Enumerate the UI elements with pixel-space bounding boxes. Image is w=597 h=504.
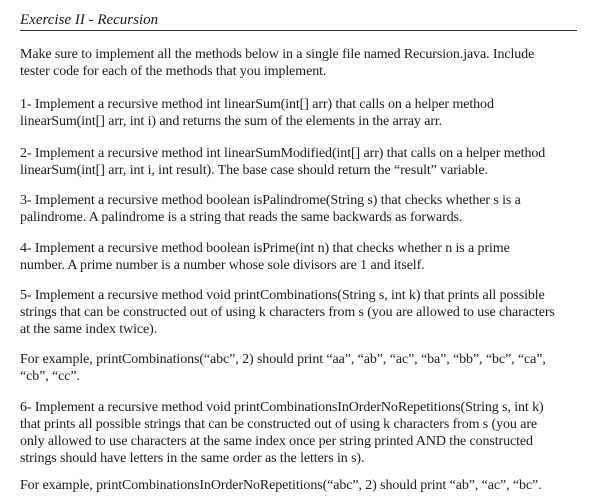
task-3-paragraph — [20, 192, 576, 226]
paragraph-line: that prints all possible strings that can be constructed out of using k characters from s (you are — [20, 417, 538, 432]
task-5-example-paragraph — [20, 351, 576, 385]
paragraph-line: 1- Implement a recursive method int linearSum(int[] arr) that calls on a helper method — [20, 97, 494, 112]
task-1-paragraph — [20, 96, 576, 130]
paragraph-line: For example, printCombinations(“abc”, 2) should print “aa”, “ab”, “ac”, “ba”, “bb”, “bc”, “ca”, — [20, 352, 546, 367]
paragraph-line: 2- Implement a recursive method int linearSumModified(int[] arr) that calls on a helper method — [20, 146, 546, 161]
task-6-example-paragraph — [20, 477, 576, 494]
title-underline — [20, 30, 577, 31]
paragraph-line: 5- Implement a recursive method void printCombinations(String s, int k) that prints all possible — [20, 288, 545, 303]
paragraph-line: only allowed to use characters at the same index once per string printed AND the constructed — [20, 434, 533, 449]
task-4-paragraph — [20, 240, 576, 274]
paragraph-line: tester code for each of the methods that you implement. — [20, 64, 327, 79]
task-6-paragraph — [20, 399, 576, 467]
paragraph-line: strings should have letters in the same order as the letters in s). — [20, 451, 365, 466]
paragraph-line: linearSum(int[] arr, int i) and returns the sum of the elements in the array arr. — [20, 114, 443, 129]
intro-paragraph — [20, 46, 576, 80]
paragraph-line: strings that can be constructed out of using k characters from s (you are allowed to use characters — [20, 305, 555, 320]
paragraph-line: Make sure to implement all the methods below in a single file named Recursion.java. Include — [20, 47, 535, 62]
paragraph-line: “cb”, “cc”. — [20, 369, 80, 384]
paragraph-line: palindrome. A palindrome is a string that reads the same backwards as forwards. — [20, 210, 463, 225]
paragraph-line: at the same index twice). — [20, 322, 158, 337]
task-2-paragraph — [20, 145, 576, 179]
paragraph-line: linearSum(int[] arr, int i, int result). The base case should return the “result” variable. — [20, 163, 488, 178]
paragraph-line: 6- Implement a recursive method void printCombinationsInOrderNoRepetitions(String s, int k) — [20, 400, 544, 415]
paragraph-line: For example, printCombinationsInOrderNoRepetitions(“abc”, 2) should print “ab”, “ac”, “bc”. — [20, 478, 542, 493]
paragraph-line: number. A prime number is a number whose sole divisors are 1 and itself. — [20, 258, 425, 273]
exercise-title: Exercise II - Recursion — [20, 12, 159, 28]
paragraph-line: 4- Implement a recursive method boolean isPrime(int n) that checks whether n is a prime — [20, 241, 510, 256]
paragraph-line: 3- Implement a recursive method boolean isPalindrome(String s) that checks whether s is a — [20, 193, 521, 208]
task-5-paragraph — [20, 287, 576, 338]
